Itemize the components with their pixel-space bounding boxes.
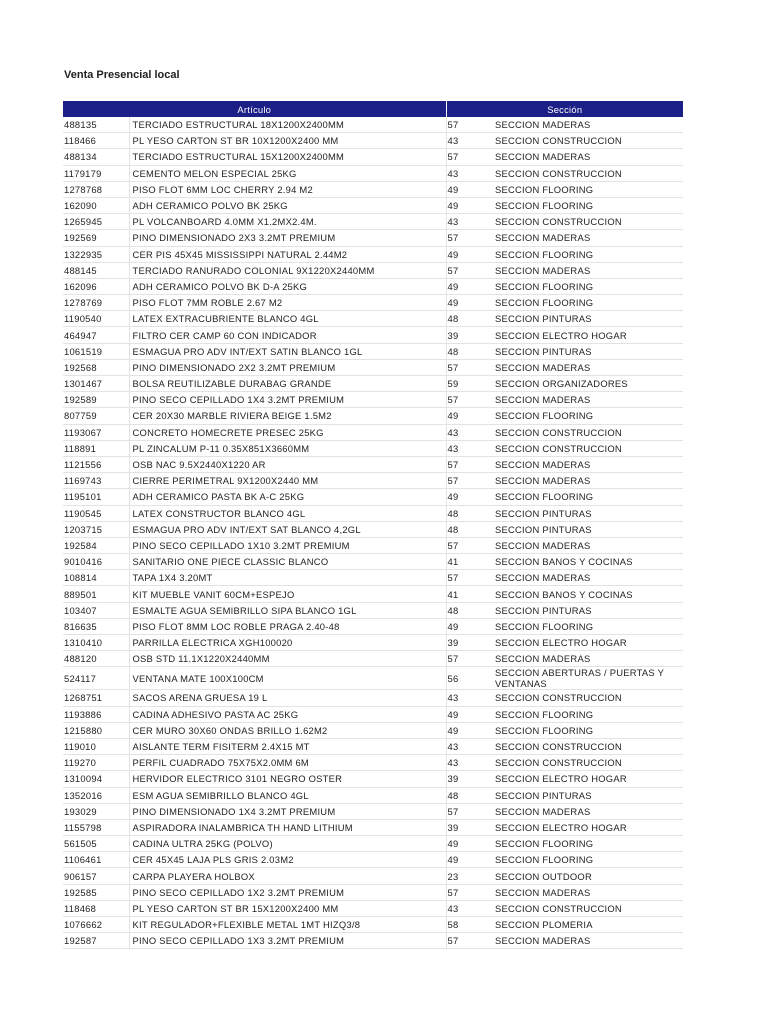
section-code-cell: 23 [446,868,492,884]
table-row [63,667,683,690]
article-name-cell: CER 20X30 MARBLE RIVIERA BEIGE 1.5M2 [129,408,446,424]
section-code-cell: 58 [446,917,492,933]
table-row [63,230,683,246]
table-row [63,521,683,537]
section-code-cell: 49 [446,181,492,197]
article-code-cell: 162090 [63,197,129,213]
article-name-cell: PINO SECO CEPILLADO 1X4 3.2MT PREMIUM [129,392,446,408]
section-code-cell: 49 [446,722,492,738]
article-name-cell: ADH CERAMICO POLVO BK D-A 25KG [129,278,446,294]
sales-table [63,101,683,949]
table-row [63,570,683,586]
section-code-cell: 49 [446,246,492,262]
article-name-cell: FILTRO CER CAMP 60 CON INDICADOR [129,327,446,343]
article-code-cell: 464947 [63,327,129,343]
article-name-cell: PL YESO CARTON ST BR 10X1200X2400 MM [129,133,446,149]
article-code-cell: 1121556 [63,456,129,472]
table-body [63,117,683,949]
section-name-cell: SECCION FLOORING [492,246,683,262]
article-name-cell: ESMALTE AGUA SEMIBRILLO SIPA BLANCO 1GL [129,602,446,618]
section-code-cell: 57 [446,456,492,472]
article-name-cell: ASPIRADORA INALAMBRICA TH HAND LITHIUM [129,819,446,835]
article-code-cell: 807759 [63,408,129,424]
report-title: Venta Presencial local [64,69,180,81]
table-row [63,327,683,343]
table-row [63,933,683,949]
article-name-cell: ESMAGUA PRO ADV INT/EXT SATIN BLANCO 1GL [129,343,446,359]
section-name-cell: SECCION FLOORING [492,408,683,424]
section-name-cell: SECCION MADERAS [492,473,683,489]
section-code-cell: 48 [446,343,492,359]
table-row [63,771,683,787]
section-code-cell: 59 [446,376,492,392]
article-name-cell: TERCIADO ESTRUCTURAL 15X1200X2400MM [129,149,446,165]
section-name-cell: SECCION CONSTRUCCION [492,738,683,754]
article-code-cell: 1179179 [63,165,129,181]
article-name-cell: CONCRETO HOMECRETE PRESEC 25KG [129,424,446,440]
section-name-cell: SECCION ORGANIZADORES [492,376,683,392]
table-row [63,117,683,133]
table-header-row [63,101,683,117]
article-code-cell: 561505 [63,836,129,852]
article-code-cell: 108814 [63,570,129,586]
article-name-cell: ADH CERAMICO PASTA BK A-C 25KG [129,489,446,505]
article-code-cell: 816635 [63,618,129,634]
column-header-seccion: Sección [446,101,683,117]
table-row [63,456,683,472]
section-name-cell: SECCION MADERAS [492,456,683,472]
article-name-cell: CER 45X45 LAJA PLS GRIS 2.03M2 [129,852,446,868]
table-row [63,197,683,213]
section-code-cell: 57 [446,884,492,900]
article-name-cell: TERCIADO RANURADO COLONIAL 9X1220X2440MM [129,262,446,278]
article-code-cell: 1265945 [63,214,129,230]
table-row [63,133,683,149]
section-name-cell: SECCION FLOORING [492,836,683,852]
section-name-cell: SECCION FLOORING [492,295,683,311]
table-row [63,343,683,359]
section-code-cell: 48 [446,602,492,618]
table-row [63,408,683,424]
article-name-cell: PINO DIMENSIONADO 1X4 3.2MT PREMIUM [129,803,446,819]
section-code-cell: 39 [446,635,492,651]
article-code-cell: 1352016 [63,787,129,803]
table-row [63,505,683,521]
article-code-cell: 1155798 [63,819,129,835]
article-code-cell: 162096 [63,278,129,294]
article-name-cell: PL YESO CARTON ST BR 15X1200X2400 MM [129,900,446,916]
section-code-cell: 57 [446,117,492,133]
article-name-cell: SACOS ARENA GRUESA 19 L [129,690,446,706]
article-code-cell: 1268751 [63,690,129,706]
article-code-cell: 1193886 [63,706,129,722]
article-name-cell: PARRILLA ELECTRICA XGH100020 [129,635,446,651]
table-row [63,392,683,408]
section-name-cell: SECCION CONSTRUCCION [492,440,683,456]
table-row [63,489,683,505]
section-name-cell: SECCION FLOORING [492,489,683,505]
article-code-cell: 119270 [63,755,129,771]
article-code-cell: 192569 [63,230,129,246]
section-code-cell: 49 [446,836,492,852]
section-name-cell: SECCION CONSTRUCCION [492,214,683,230]
section-code-cell: 57 [446,262,492,278]
section-name-cell: SECCION ELECTRO HOGAR [492,327,683,343]
table-row [63,651,683,667]
table-row [63,181,683,197]
section-code-cell: 43 [446,133,492,149]
section-code-cell: 48 [446,521,492,537]
article-name-cell: PERFIL CUADRADO 75X75X2.0MM 6M [129,755,446,771]
table-row [63,868,683,884]
section-name-cell: SECCION MADERAS [492,117,683,133]
section-name-cell: SECCION ELECTRO HOGAR [492,635,683,651]
article-code-cell: 103407 [63,602,129,618]
section-name-cell: SECCION PINTURAS [492,787,683,803]
section-code-cell: 49 [446,618,492,634]
article-name-cell: PINO SECO CEPILLADO 1X10 3.2MT PREMIUM [129,537,446,553]
section-name-cell: SECCION ELECTRO HOGAR [492,771,683,787]
section-code-cell: 57 [446,537,492,553]
article-code-cell: 1215880 [63,722,129,738]
table-row [63,440,683,456]
section-code-cell: 43 [446,165,492,181]
article-name-cell: CADINA ULTRA 25KG (POLVO) [129,836,446,852]
section-name-cell: SECCION PINTURAS [492,521,683,537]
section-code-cell: 49 [446,408,492,424]
article-code-cell: 1195101 [63,489,129,505]
article-name-cell: BOLSA REUTILIZABLE DURABAG GRANDE [129,376,446,392]
column-header-articulo: Artículo [63,101,446,117]
section-code-cell: 49 [446,278,492,294]
section-code-cell: 43 [446,424,492,440]
article-name-cell: LATEX EXTRACUBRIENTE BLANCO 4GL [129,311,446,327]
table-row [63,803,683,819]
section-code-cell: 39 [446,771,492,787]
section-name-cell: SECCION FLOORING [492,278,683,294]
section-code-cell: 57 [446,570,492,586]
article-code-cell: 1193067 [63,424,129,440]
section-name-cell: SECCION PLOMERIA [492,917,683,933]
article-code-cell: 193029 [63,803,129,819]
table-row [63,359,683,375]
article-code-cell: 488134 [63,149,129,165]
section-name-cell: SECCION OUTDOOR [492,868,683,884]
table-row [63,917,683,933]
section-code-cell: 48 [446,505,492,521]
article-code-cell: 1278769 [63,295,129,311]
article-code-cell: 889501 [63,586,129,602]
table-row [63,722,683,738]
article-name-cell: ESM AGUA SEMIBRILLO BLANCO 4GL [129,787,446,803]
section-code-cell: 57 [446,392,492,408]
section-name-cell: SECCION FLOORING [492,181,683,197]
section-code-cell: 43 [446,214,492,230]
section-name-cell: SECCION MADERAS [492,392,683,408]
article-name-cell: PINO DIMENSIONADO 2X3 3.2MT PREMIUM [129,230,446,246]
article-name-cell: VENTANA MATE 100X100CM [129,667,446,690]
section-name-cell: SECCION MADERAS [492,803,683,819]
article-code-cell: 118466 [63,133,129,149]
section-name-cell: SECCION CONSTRUCCION [492,424,683,440]
section-name-cell: SECCION ELECTRO HOGAR [492,819,683,835]
section-name-cell: SECCION MADERAS [492,359,683,375]
section-code-cell: 57 [446,803,492,819]
section-name-cell: SECCION CONSTRUCCION [492,133,683,149]
section-code-cell: 39 [446,819,492,835]
article-name-cell: TAPA 1X4 3.20MT [129,570,446,586]
article-name-cell: CER PIS 45X45 MISSISSIPPI NATURAL 2.44M2 [129,246,446,262]
section-name-cell: SECCION MADERAS [492,149,683,165]
section-code-cell: 48 [446,787,492,803]
table-row [63,424,683,440]
section-code-cell: 41 [446,586,492,602]
section-name-cell: SECCION FLOORING [492,706,683,722]
section-name-cell: SECCION CONSTRUCCION [492,755,683,771]
section-code-cell: 57 [446,359,492,375]
article-code-cell: 192589 [63,392,129,408]
article-name-cell: TERCIADO ESTRUCTURAL 18X1200X2400MM [129,117,446,133]
article-name-cell: OSB NAC 9.5X2440X1220 AR [129,456,446,472]
article-code-cell: 1301467 [63,376,129,392]
article-name-cell: HERVIDOR ELECTRICO 3101 NEGRO OSTER [129,771,446,787]
section-name-cell: SECCION MADERAS [492,933,683,949]
section-code-cell: 57 [446,230,492,246]
table-row [63,586,683,602]
table-row [63,246,683,262]
table-row [63,755,683,771]
table-row [63,554,683,570]
section-code-cell: 39 [446,327,492,343]
article-name-cell: LATEX CONSTRUCTOR BLANCO 4GL [129,505,446,521]
article-code-cell: 1203715 [63,521,129,537]
section-name-cell: SECCION FLOORING [492,618,683,634]
article-code-cell: 192568 [63,359,129,375]
section-name-cell: SECCION PINTURAS [492,311,683,327]
article-name-cell: AISLANTE TERM FISITERM 2.4X15 MT [129,738,446,754]
table-row [63,278,683,294]
table-row [63,690,683,706]
article-name-cell: KIT MUEBLE VANIT 60CM+ESPEJO [129,586,446,602]
section-name-cell: SECCION MADERAS [492,262,683,278]
article-code-cell: 119010 [63,738,129,754]
section-code-cell: 43 [446,690,492,706]
article-code-cell: 1190540 [63,311,129,327]
section-code-cell: 43 [446,900,492,916]
article-code-cell: 192584 [63,537,129,553]
section-name-cell: SECCION ABERTURAS / PUERTAS Y VENTANAS [492,667,683,690]
table-row [63,537,683,553]
table-row [63,149,683,165]
article-name-cell: CER MURO 30X60 ONDAS BRILLO 1.62M2 [129,722,446,738]
article-code-cell: 488135 [63,117,129,133]
section-name-cell: SECCION FLOORING [492,722,683,738]
article-code-cell: 1076662 [63,917,129,933]
article-name-cell: PINO DIMENSIONADO 2X2 3.2MT PREMIUM [129,359,446,375]
article-code-cell: 1322935 [63,246,129,262]
section-name-cell: SECCION BANOS Y COCINAS [492,554,683,570]
article-name-cell: PISO FLOT 7MM ROBLE 2.67 M2 [129,295,446,311]
table-row [63,706,683,722]
section-name-cell: SECCION MADERAS [492,884,683,900]
section-name-cell: SECCION FLOORING [492,852,683,868]
article-code-cell: 1169743 [63,473,129,489]
table-row [63,214,683,230]
section-code-cell: 56 [446,667,492,690]
section-code-cell: 57 [446,651,492,667]
section-code-cell: 49 [446,852,492,868]
section-name-cell: SECCION MADERAS [492,651,683,667]
section-name-cell: SECCION MADERAS [492,537,683,553]
table-row [63,165,683,181]
section-name-cell: SECCION FLOORING [492,197,683,213]
article-name-cell: PISO FLOT 8MM LOC ROBLE PRAGA 2.40-48 [129,618,446,634]
table-row [63,819,683,835]
section-code-cell: 57 [446,473,492,489]
table-row [63,852,683,868]
section-name-cell: SECCION MADERAS [492,230,683,246]
table-row [63,900,683,916]
table-row [63,295,683,311]
section-name-cell: SECCION CONSTRUCCION [492,690,683,706]
section-code-cell: 57 [446,149,492,165]
table-row [63,311,683,327]
article-name-cell: CEMENTO MELON ESPECIAL 25KG [129,165,446,181]
article-name-cell: CARPA PLAYERA HOLBOX [129,868,446,884]
article-code-cell: 524117 [63,667,129,690]
section-code-cell: 49 [446,489,492,505]
section-code-cell: 43 [446,738,492,754]
table-row [63,473,683,489]
article-code-cell: 118891 [63,440,129,456]
article-code-cell: 1106461 [63,852,129,868]
article-code-cell: 1310094 [63,771,129,787]
section-name-cell: SECCION PINTURAS [492,602,683,618]
table-row [63,602,683,618]
article-name-cell: KIT REGULADOR+FLEXIBLE METAL 1MT HIZQ3/8 [129,917,446,933]
article-name-cell: OSB STD 11.1X1220X2440MM [129,651,446,667]
section-name-cell: SECCION CONSTRUCCION [492,900,683,916]
article-name-cell: CIERRE PERIMETRAL 9X1200X2440 MM [129,473,446,489]
section-name-cell: SECCION BANOS Y COCINAS [492,586,683,602]
article-code-cell: 488145 [63,262,129,278]
article-code-cell: 9010416 [63,554,129,570]
article-name-cell: PINO SECO CEPILLADO 1X3 3.2MT PREMIUM [129,933,446,949]
table-row [63,884,683,900]
article-code-cell: 488120 [63,651,129,667]
section-name-cell: SECCION PINTURAS [492,343,683,359]
section-name-cell: SECCION PINTURAS [492,505,683,521]
table-row [63,262,683,278]
section-code-cell: 49 [446,706,492,722]
article-name-cell: PL VOLCANBOARD 4.0MM X1.2MX2.4M. [129,214,446,230]
table-row [63,376,683,392]
article-name-cell: CADINA ADHESIVO PASTA AC 25KG [129,706,446,722]
article-code-cell: 1061519 [63,343,129,359]
article-code-cell: 118468 [63,900,129,916]
section-name-cell: SECCION CONSTRUCCION [492,165,683,181]
article-code-cell: 192585 [63,884,129,900]
article-code-cell: 1190545 [63,505,129,521]
section-code-cell: 49 [446,295,492,311]
table-row [63,836,683,852]
article-code-cell: 192587 [63,933,129,949]
section-code-cell: 43 [446,755,492,771]
table-row [63,618,683,634]
article-name-cell: PINO SECO CEPILLADO 1X2 3.2MT PREMIUM [129,884,446,900]
section-name-cell: SECCION MADERAS [492,570,683,586]
article-name-cell: PISO FLOT 6MM LOC CHERRY 2.94 M2 [129,181,446,197]
article-name-cell: ADH CERAMICO POLVO BK 25KG [129,197,446,213]
section-code-cell: 49 [446,197,492,213]
article-name-cell: SANITARIO ONE PIECE CLASSIC BLANCO [129,554,446,570]
article-code-cell: 906157 [63,868,129,884]
section-code-cell: 43 [446,440,492,456]
section-code-cell: 57 [446,933,492,949]
section-code-cell: 41 [446,554,492,570]
table-row [63,635,683,651]
table-row [63,787,683,803]
article-code-cell: 1278768 [63,181,129,197]
article-name-cell: ESMAGUA PRO ADV INT/EXT SAT BLANCO 4,2GL [129,521,446,537]
table-row [63,738,683,754]
section-code-cell: 48 [446,311,492,327]
article-name-cell: PL ZINCALUM P-11 0.35X851X3660MM [129,440,446,456]
article-code-cell: 1310410 [63,635,129,651]
